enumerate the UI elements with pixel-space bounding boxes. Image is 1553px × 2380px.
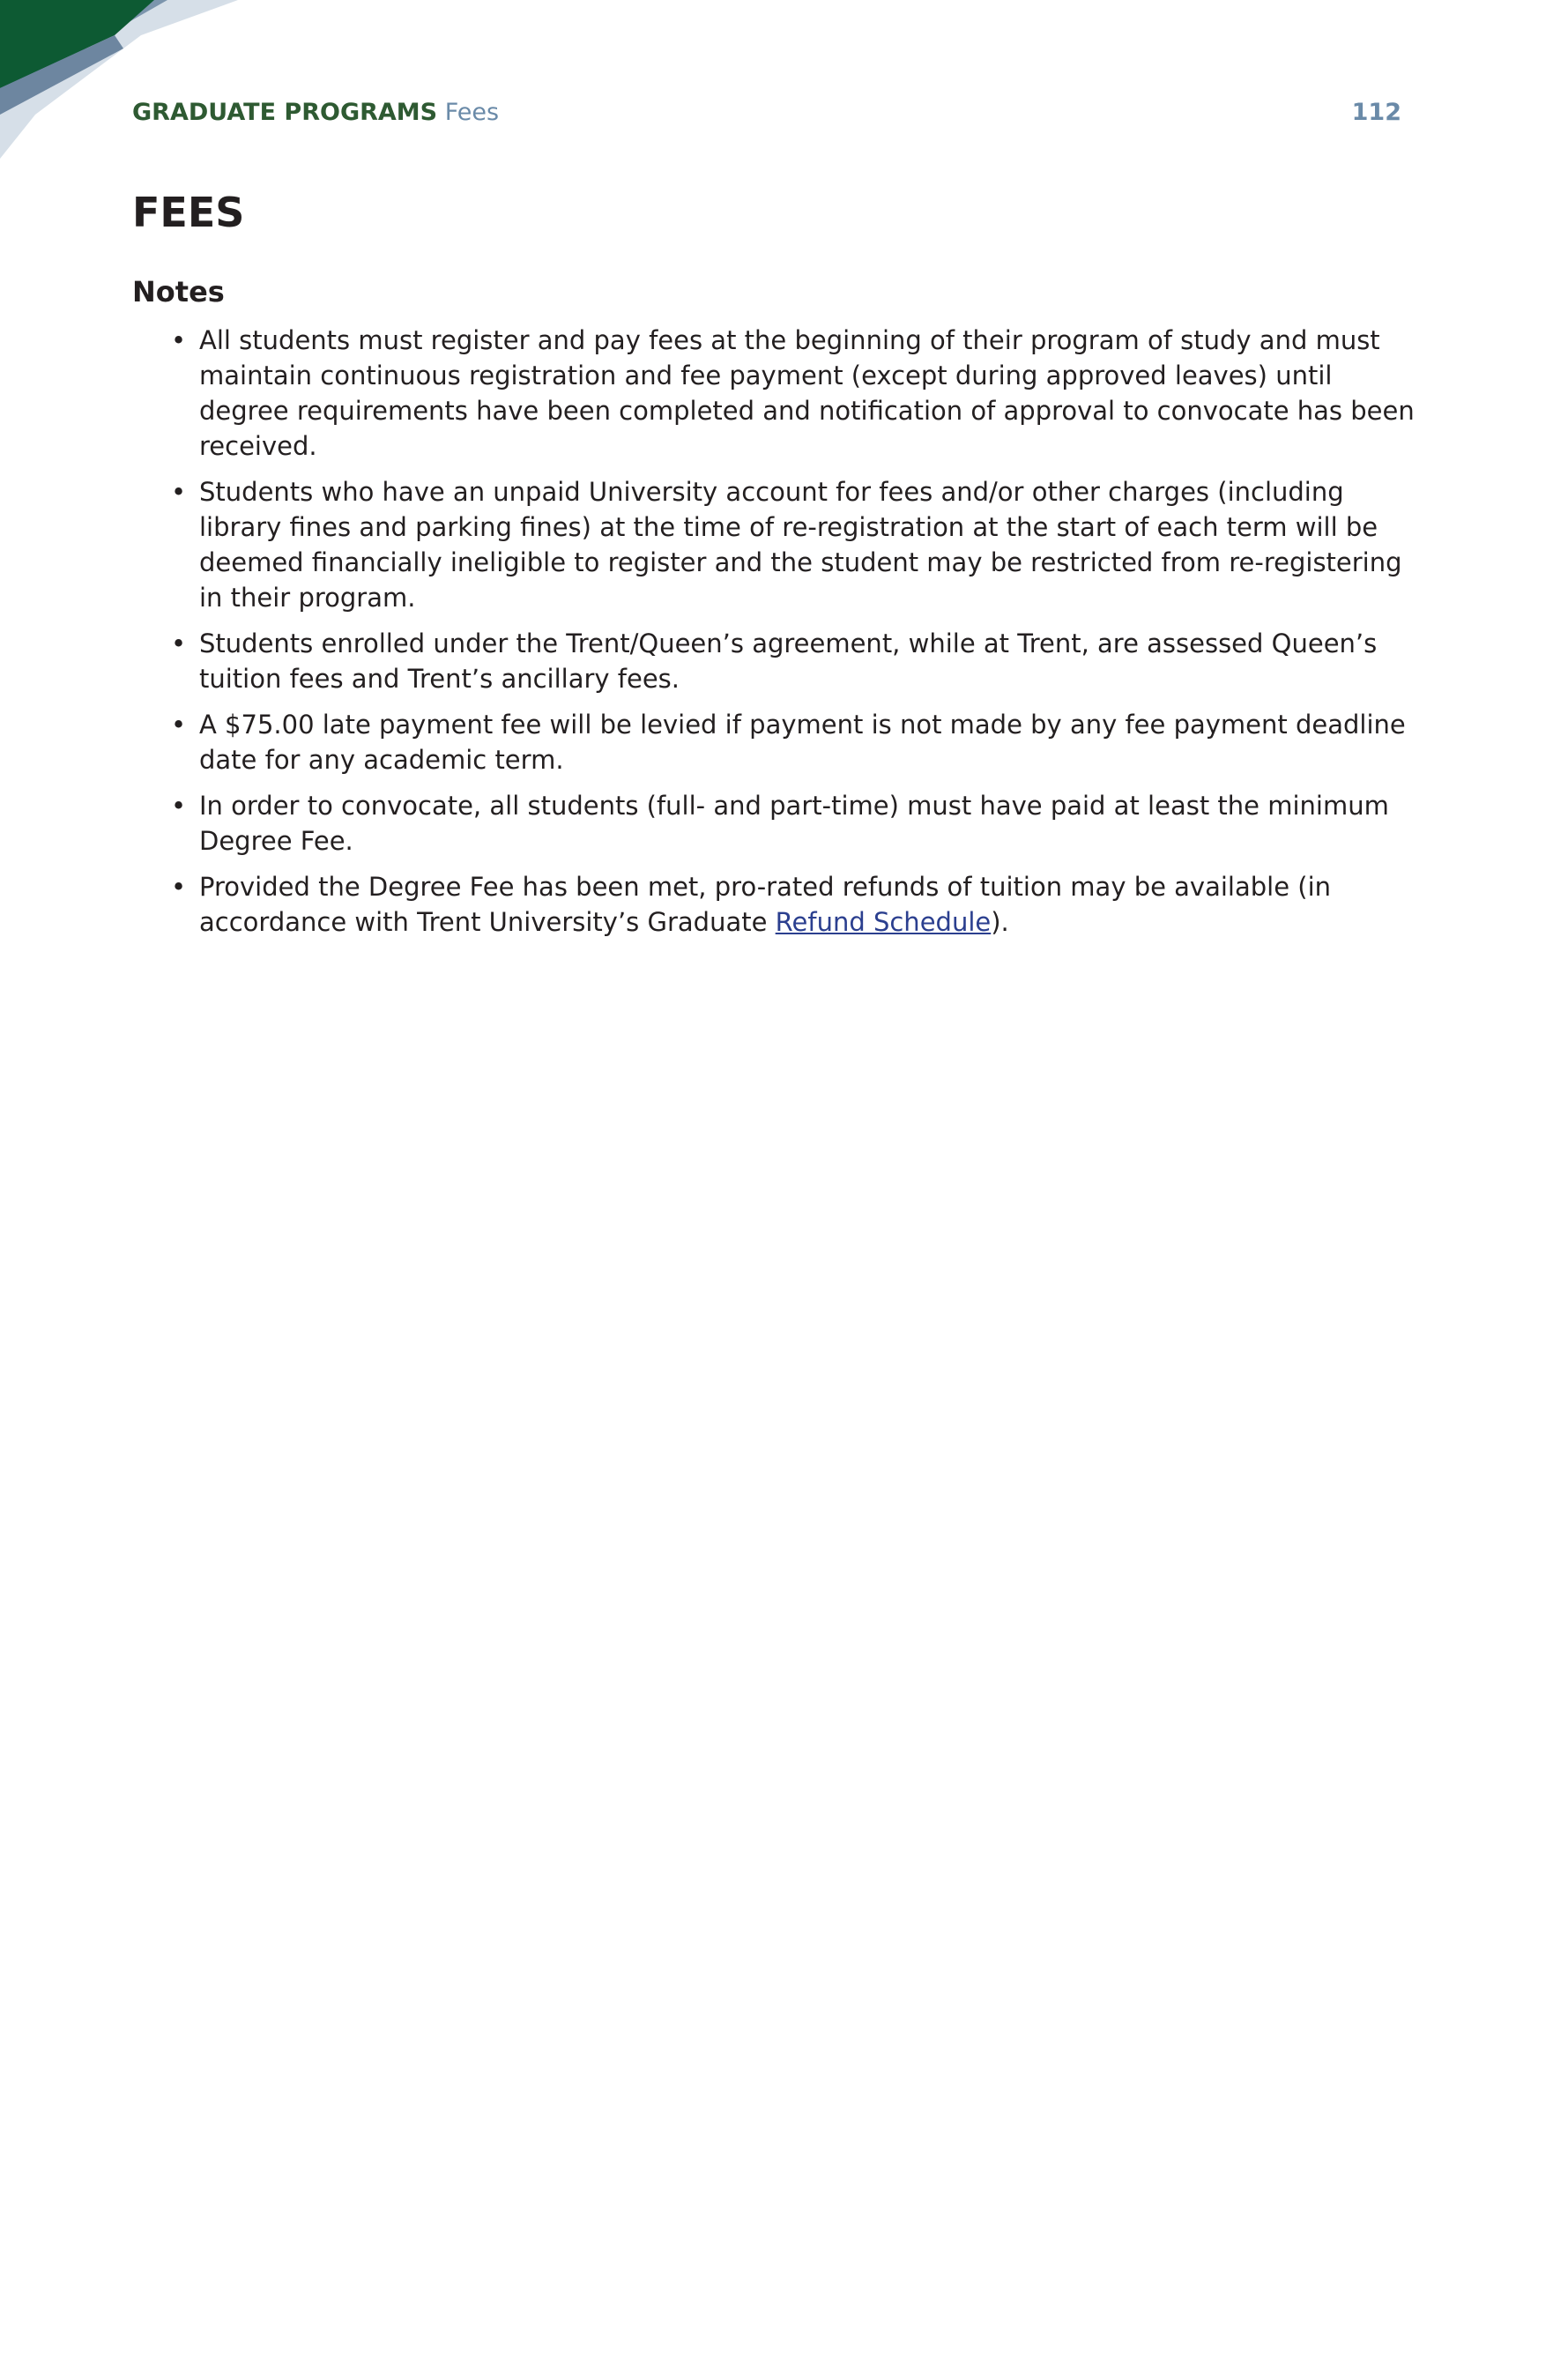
notes-list [132, 323, 1428, 950]
bullet-icon: • [171, 791, 187, 821]
bullet-icon: • [171, 710, 187, 740]
header-section: GRADUATE PROGRAMS [132, 99, 438, 126]
note-text-after-link: ). [991, 907, 1009, 937]
note-text: Students who have an unpaid University account for fees and/or other charges (including library fines and parking fines) at the time of re-registration at the start of each term will be deemed financially ineligible to register and the student may be restricted from re-registering in their program. [199, 477, 1402, 613]
page-number: 112 [1351, 99, 1401, 126]
note-item [132, 323, 1428, 464]
running-header [132, 99, 1401, 134]
bullet-icon: • [171, 872, 187, 902]
bullet-icon: • [171, 477, 187, 507]
note-item [132, 788, 1428, 859]
note-text: Students enrolled under the Trent/Queen’s agreement, while at Trent, are assessed Queen’s tuition fees and Trent’s ancillary fees. [199, 628, 1378, 694]
corner-decoration [0, 0, 247, 159]
page-title: FEES [132, 189, 245, 236]
note-text: All students must register and pay fees at the beginning of their program of study and must maintain continuous registration and fee payment (except during approved leaves) until degree requirements have been completed and notification of approval to convocate has been received. [199, 325, 1415, 461]
note-text: A $75.00 late payment fee will be levied if payment is not made by any fee payment deadline date for any academic term. [199, 710, 1406, 775]
note-item [132, 707, 1428, 777]
notes-heading: Notes [132, 275, 225, 309]
note-item [132, 869, 1428, 940]
note-item [132, 626, 1428, 696]
note-text: In order to convocate, all students (full- and part-time) must have paid at least the minimum Degree Fee. [199, 791, 1389, 856]
refund-schedule-link[interactable]: Refund Schedule [775, 907, 992, 937]
note-item [132, 474, 1428, 615]
header-subsection: Fees [444, 99, 500, 126]
bullet-icon: • [171, 628, 187, 658]
note-text-before-link: Provided the Degree Fee has been met, pro-rated refunds of tuition may be available (in accordance with Trent University’s Graduate [199, 872, 1332, 937]
bullet-icon: • [171, 325, 187, 355]
